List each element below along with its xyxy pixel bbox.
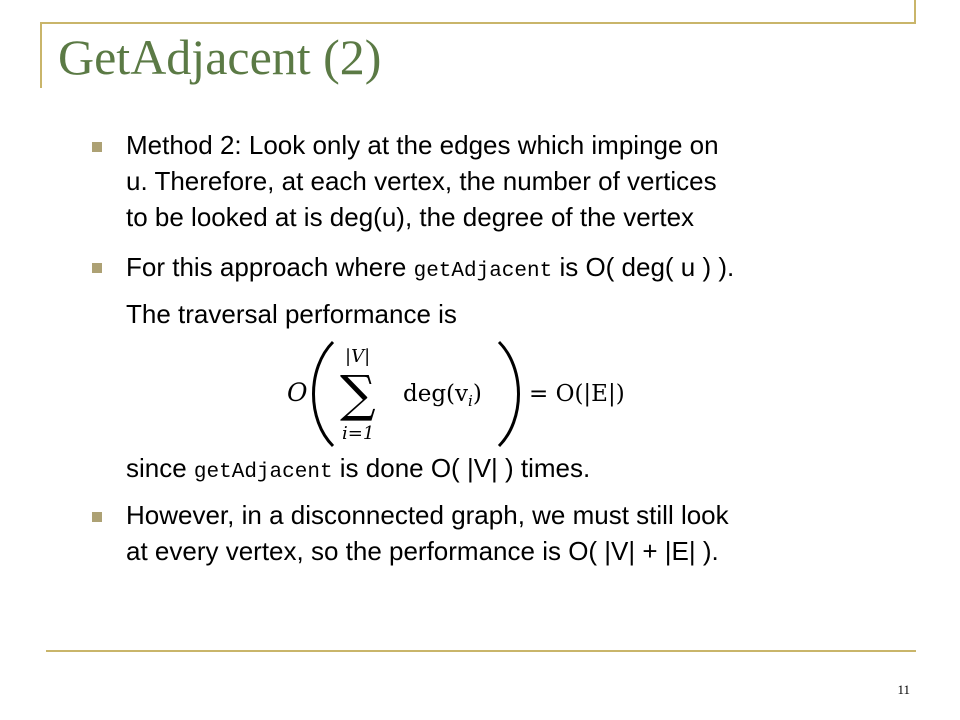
right-rule <box>914 0 916 24</box>
bullet-1-line-1: Method 2: Look only at the edges which impinge on <box>126 130 719 160</box>
bullet-1-marker <box>92 142 102 152</box>
formula-upper: |V| <box>345 346 371 367</box>
bullet-1-line-2: u. Therefore, at each vertex, the number of vertices <box>126 166 717 196</box>
bullet-3-marker <box>92 512 102 522</box>
bullet-2-code: getAdjacent <box>413 260 553 283</box>
bullet-2-text <box>126 249 734 290</box>
formula-o: O <box>287 378 308 407</box>
page-number: 11 <box>897 682 910 697</box>
since-post: is done O( |V| ) times. <box>332 453 591 483</box>
bullet-1-line-3: to be looked at is deg(u), the degree of the vertex <box>126 202 695 232</box>
top-rule <box>40 22 916 24</box>
slide-title: GetAdjacent (2) <box>58 29 382 85</box>
formula-svg <box>285 338 665 450</box>
formula-sub: i <box>468 392 473 410</box>
bullet-3-line-1: However, in a disconnected graph, we must still look <box>126 500 729 530</box>
left-paren <box>314 342 334 446</box>
formula-sigma: ∑ <box>340 365 376 423</box>
bullet-3-line-2: at every vertex, so the performance is O( |V| + |E| ). <box>126 536 719 566</box>
formula-summand <box>403 381 482 410</box>
summation-formula <box>285 338 665 450</box>
since-pre: since <box>126 453 194 483</box>
since-code: getAdjacent <box>193 461 333 484</box>
bullet-2-post: is O( deg( u ) ). <box>552 252 735 282</box>
formula-deg: deg(v <box>403 381 469 407</box>
formula-rhs: = O(|E|) <box>529 381 625 407</box>
since-line <box>126 450 590 491</box>
right-paren <box>499 342 519 446</box>
formula-lower: i=1 <box>342 423 375 444</box>
bullet-2-marker <box>92 263 102 273</box>
bullet-2-pre: For this approach where <box>126 252 414 282</box>
left-rule <box>40 22 42 88</box>
traversal-line: The traversal performance is <box>126 299 457 329</box>
formula-close: ) <box>472 381 482 407</box>
bottom-rule <box>46 650 916 652</box>
